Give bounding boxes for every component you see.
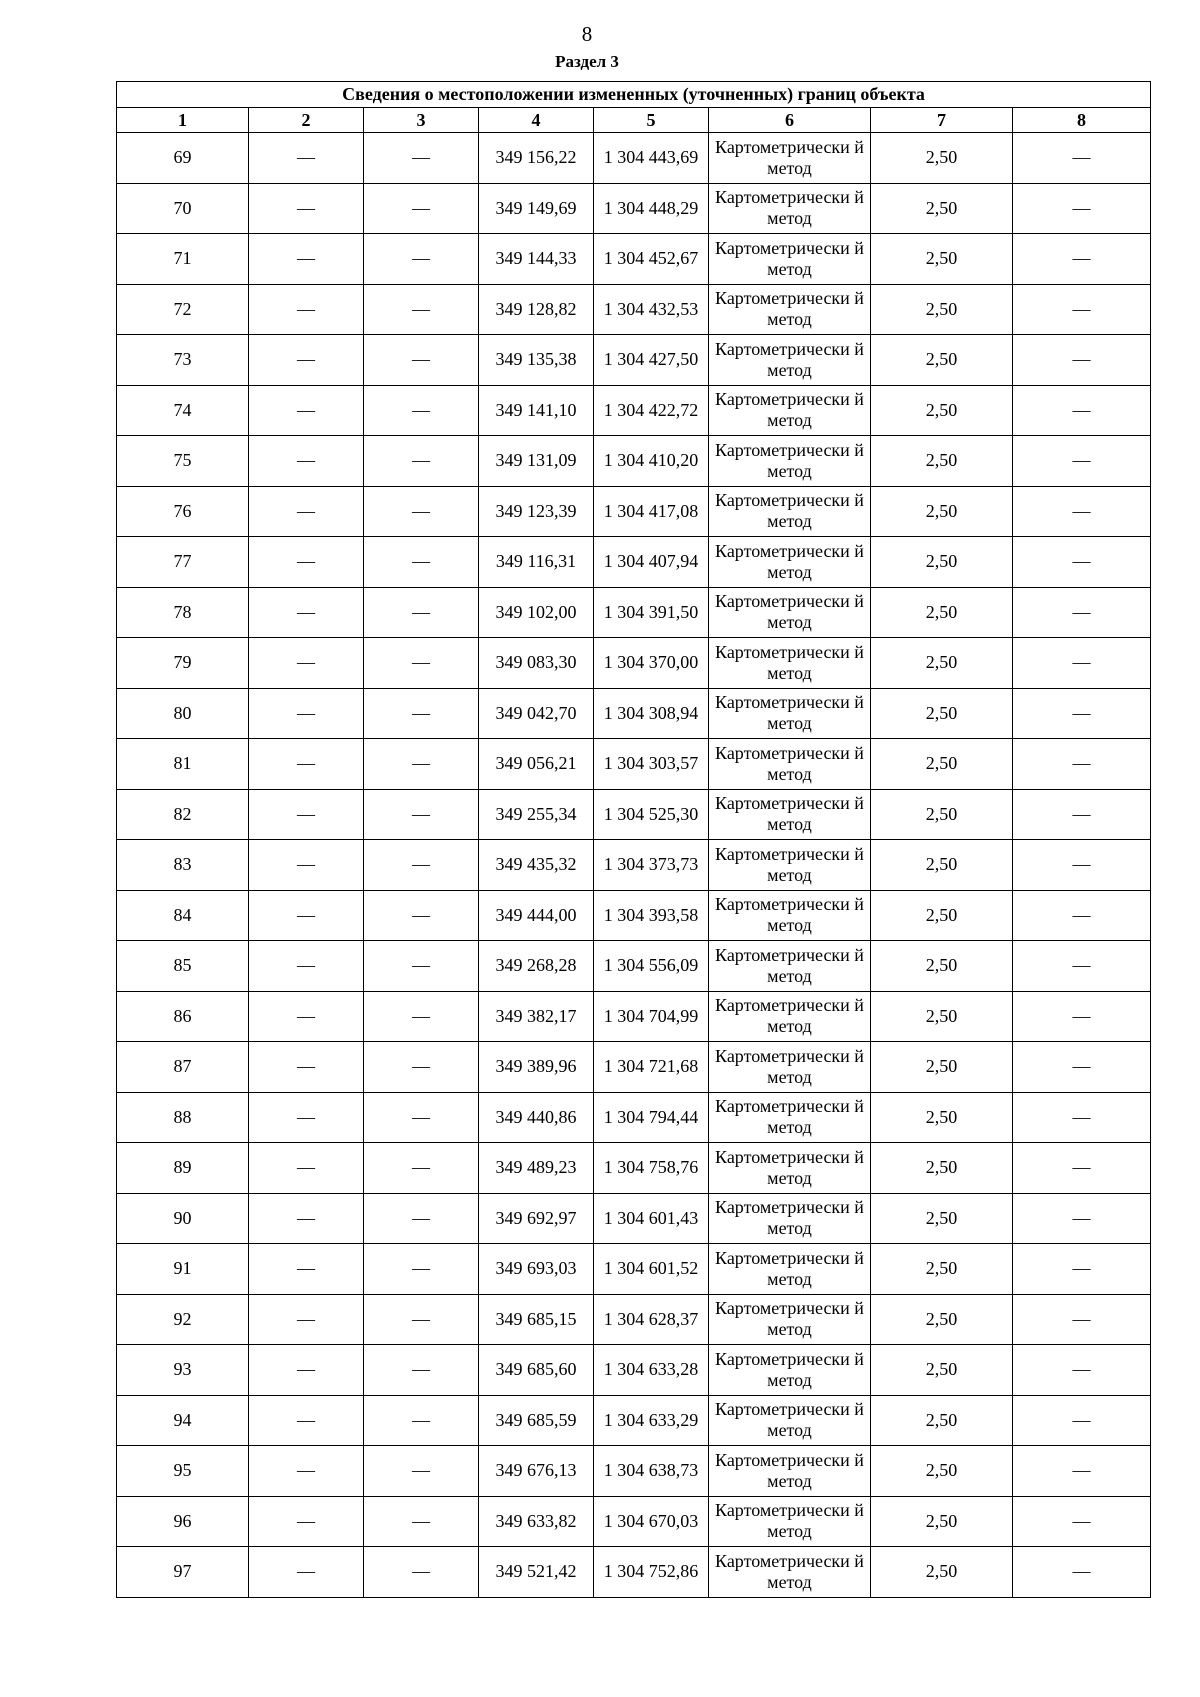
col2-value: — (249, 183, 364, 234)
x-coordinate: 349 692,97 (479, 1193, 594, 1244)
y-coordinate: 1 304 393,58 (594, 890, 709, 941)
x-coordinate: 349 389,96 (479, 1042, 594, 1093)
x-coordinate: 349 156,22 (479, 133, 594, 184)
col2-value: — (249, 486, 364, 537)
point-number: 82 (117, 789, 249, 840)
col3-value: — (364, 436, 479, 487)
y-coordinate: 1 304 427,50 (594, 335, 709, 386)
col3-value: — (364, 739, 479, 790)
table-row (117, 1092, 1151, 1143)
col2-value: — (249, 587, 364, 638)
col2-value: — (249, 941, 364, 992)
point-number: 91 (117, 1244, 249, 1295)
col3-value: — (364, 385, 479, 436)
determination-method: Картометрически й метод (709, 890, 871, 941)
table-row (117, 991, 1151, 1042)
col2-value: — (249, 739, 364, 790)
accuracy-value: 2,50 (871, 1042, 1013, 1093)
table-row (117, 789, 1151, 840)
table-caption: Сведения о местоположении измененных (уточненных) границ объекта (117, 82, 1151, 108)
table-row (117, 234, 1151, 285)
y-coordinate: 1 304 391,50 (594, 587, 709, 638)
point-number: 81 (117, 739, 249, 790)
table-row (117, 638, 1151, 689)
determination-method: Картометрически й метод (709, 1294, 871, 1345)
table-row (117, 739, 1151, 790)
x-coordinate: 349 131,09 (479, 436, 594, 487)
x-coordinate: 349 676,13 (479, 1446, 594, 1497)
y-coordinate: 1 304 638,73 (594, 1446, 709, 1497)
y-coordinate: 1 304 525,30 (594, 789, 709, 840)
col2-value: — (249, 840, 364, 891)
determination-method: Картометрически й метод (709, 1395, 871, 1446)
x-coordinate: 349 435,32 (479, 840, 594, 891)
col3-value: — (364, 335, 479, 386)
determination-method: Картометрически й метод (709, 739, 871, 790)
determination-method: Картометрически й метод (709, 1143, 871, 1194)
page-number: 8 (581, 22, 593, 46)
table-row (117, 688, 1151, 739)
col8-value: — (1013, 688, 1151, 739)
point-number: 96 (117, 1496, 249, 1547)
col2-value: — (249, 537, 364, 588)
point-number: 97 (117, 1547, 249, 1598)
x-coordinate: 349 685,60 (479, 1345, 594, 1396)
y-coordinate: 1 304 721,68 (594, 1042, 709, 1093)
table-row (117, 133, 1151, 184)
col3-value: — (364, 1345, 479, 1396)
y-coordinate: 1 304 452,67 (594, 234, 709, 285)
x-coordinate: 349 489,23 (479, 1143, 594, 1194)
table-row (117, 1042, 1151, 1093)
col8-value: — (1013, 941, 1151, 992)
col8-value: — (1013, 587, 1151, 638)
col3-value: — (364, 1294, 479, 1345)
col8-value: — (1013, 133, 1151, 184)
table-row (117, 486, 1151, 537)
col8-value: — (1013, 183, 1151, 234)
col3-value: — (364, 991, 479, 1042)
determination-method: Картометрически й метод (709, 1193, 871, 1244)
col8-value: — (1013, 1547, 1151, 1598)
point-number: 89 (117, 1143, 249, 1194)
col8-value: — (1013, 1496, 1151, 1547)
accuracy-value: 2,50 (871, 1143, 1013, 1194)
point-number: 83 (117, 840, 249, 891)
x-coordinate: 349 268,28 (479, 941, 594, 992)
accuracy-value: 2,50 (871, 183, 1013, 234)
x-coordinate: 349 102,00 (479, 587, 594, 638)
col3-value: — (364, 587, 479, 638)
point-number: 93 (117, 1345, 249, 1396)
y-coordinate: 1 304 628,37 (594, 1294, 709, 1345)
col8-value: — (1013, 1244, 1151, 1295)
accuracy-value: 2,50 (871, 789, 1013, 840)
determination-method: Картометрически й метод (709, 335, 871, 386)
x-coordinate: 349 633,82 (479, 1496, 594, 1547)
column-header-4: 4 (479, 108, 594, 133)
col8-value: — (1013, 486, 1151, 537)
col8-value: — (1013, 1143, 1151, 1194)
point-number: 92 (117, 1294, 249, 1345)
col8-value: — (1013, 234, 1151, 285)
col2-value: — (249, 1345, 364, 1396)
accuracy-value: 2,50 (871, 537, 1013, 588)
col8-value: — (1013, 284, 1151, 335)
determination-method: Картометрически й метод (709, 1547, 871, 1598)
determination-method: Картометрически й метод (709, 1446, 871, 1497)
col3-value: — (364, 1092, 479, 1143)
col2-value: — (249, 335, 364, 386)
point-number: 69 (117, 133, 249, 184)
column-header-8: 8 (1013, 108, 1151, 133)
accuracy-value: 2,50 (871, 941, 1013, 992)
determination-method: Картометрически й метод (709, 183, 871, 234)
accuracy-value: 2,50 (871, 486, 1013, 537)
x-coordinate: 349 116,31 (479, 537, 594, 588)
x-coordinate: 349 521,42 (479, 1547, 594, 1598)
accuracy-value: 2,50 (871, 1345, 1013, 1396)
accuracy-value: 2,50 (871, 133, 1013, 184)
x-coordinate: 349 141,10 (479, 385, 594, 436)
boundary-coordinates-table (116, 81, 1151, 1598)
col2-value: — (249, 1395, 364, 1446)
y-coordinate: 1 304 443,69 (594, 133, 709, 184)
table-row (117, 335, 1151, 386)
point-number: 95 (117, 1446, 249, 1497)
accuracy-value: 2,50 (871, 587, 1013, 638)
col2-value: — (249, 688, 364, 739)
col3-value: — (364, 486, 479, 537)
determination-method: Картометрически й метод (709, 840, 871, 891)
col2-value: — (249, 234, 364, 285)
x-coordinate: 349 056,21 (479, 739, 594, 790)
x-coordinate: 349 149,69 (479, 183, 594, 234)
col3-value: — (364, 1042, 479, 1093)
point-number: 94 (117, 1395, 249, 1446)
col3-value: — (364, 638, 479, 689)
col8-value: — (1013, 385, 1151, 436)
point-number: 75 (117, 436, 249, 487)
column-header-1: 1 (117, 108, 249, 133)
column-header-6: 6 (709, 108, 871, 133)
y-coordinate: 1 304 308,94 (594, 688, 709, 739)
col2-value: — (249, 133, 364, 184)
accuracy-value: 2,50 (871, 890, 1013, 941)
x-coordinate: 349 255,34 (479, 789, 594, 840)
accuracy-value: 2,50 (871, 1092, 1013, 1143)
col2-value: — (249, 1092, 364, 1143)
col3-value: — (364, 840, 479, 891)
point-number: 76 (117, 486, 249, 537)
y-coordinate: 1 304 303,57 (594, 739, 709, 790)
point-number: 73 (117, 335, 249, 386)
col3-value: — (364, 941, 479, 992)
x-coordinate: 349 128,82 (479, 284, 594, 335)
point-number: 86 (117, 991, 249, 1042)
accuracy-value: 2,50 (871, 739, 1013, 790)
col8-value: — (1013, 991, 1151, 1042)
y-coordinate: 1 304 758,76 (594, 1143, 709, 1194)
col8-value: — (1013, 1193, 1151, 1244)
col2-value: — (249, 1143, 364, 1194)
col3-value: — (364, 133, 479, 184)
accuracy-value: 2,50 (871, 638, 1013, 689)
table-row (117, 1547, 1151, 1598)
point-number: 78 (117, 587, 249, 638)
col2-value: — (249, 1244, 364, 1295)
col8-value: — (1013, 1294, 1151, 1345)
determination-method: Картометрически й метод (709, 688, 871, 739)
point-number: 71 (117, 234, 249, 285)
determination-method: Картометрически й метод (709, 587, 871, 638)
x-coordinate: 349 440,86 (479, 1092, 594, 1143)
col2-value: — (249, 890, 364, 941)
point-number: 85 (117, 941, 249, 992)
column-header-2: 2 (249, 108, 364, 133)
determination-method: Картометрически й метод (709, 1244, 871, 1295)
y-coordinate: 1 304 410,20 (594, 436, 709, 487)
accuracy-value: 2,50 (871, 1294, 1013, 1345)
col8-value: — (1013, 1446, 1151, 1497)
col2-value: — (249, 1496, 364, 1547)
accuracy-value: 2,50 (871, 284, 1013, 335)
col3-value: — (364, 183, 479, 234)
table-row (117, 537, 1151, 588)
y-coordinate: 1 304 704,99 (594, 991, 709, 1042)
x-coordinate: 349 135,38 (479, 335, 594, 386)
y-coordinate: 1 304 448,29 (594, 183, 709, 234)
determination-method: Картометрически й метод (709, 436, 871, 487)
accuracy-value: 2,50 (871, 1244, 1013, 1295)
table-row (117, 941, 1151, 992)
table-row (117, 1193, 1151, 1244)
table-row (117, 284, 1151, 335)
table-row (117, 1345, 1151, 1396)
point-number: 74 (117, 385, 249, 436)
col8-value: — (1013, 1092, 1151, 1143)
col3-value: — (364, 234, 479, 285)
col3-value: — (364, 537, 479, 588)
accuracy-value: 2,50 (871, 436, 1013, 487)
col3-value: — (364, 890, 479, 941)
determination-method: Картометрически й метод (709, 234, 871, 285)
y-coordinate: 1 304 601,52 (594, 1244, 709, 1295)
column-header-row (117, 108, 1151, 133)
col8-value: — (1013, 789, 1151, 840)
point-number: 88 (117, 1092, 249, 1143)
section-title: Раздел 3 (555, 52, 619, 71)
accuracy-value: 2,50 (871, 840, 1013, 891)
col2-value: — (249, 638, 364, 689)
col8-value: — (1013, 1345, 1151, 1396)
point-number: 77 (117, 537, 249, 588)
accuracy-value: 2,50 (871, 1496, 1013, 1547)
accuracy-value: 2,50 (871, 234, 1013, 285)
point-number: 84 (117, 890, 249, 941)
accuracy-value: 2,50 (871, 385, 1013, 436)
point-number: 79 (117, 638, 249, 689)
table-row (117, 436, 1151, 487)
determination-method: Картометрически й метод (709, 1345, 871, 1396)
table-row (117, 840, 1151, 891)
col2-value: — (249, 1547, 364, 1598)
determination-method: Картометрически й метод (709, 638, 871, 689)
x-coordinate: 349 693,03 (479, 1244, 594, 1295)
col2-value: — (249, 991, 364, 1042)
determination-method: Картометрически й метод (709, 1042, 871, 1093)
determination-method: Картометрически й метод (709, 284, 871, 335)
determination-method: Картометрически й метод (709, 789, 871, 840)
col8-value: — (1013, 638, 1151, 689)
x-coordinate: 349 444,00 (479, 890, 594, 941)
accuracy-value: 2,50 (871, 1446, 1013, 1497)
col2-value: — (249, 284, 364, 335)
x-coordinate: 349 123,39 (479, 486, 594, 537)
table-row (117, 1143, 1151, 1194)
x-coordinate: 349 685,59 (479, 1395, 594, 1446)
y-coordinate: 1 304 556,09 (594, 941, 709, 992)
y-coordinate: 1 304 752,86 (594, 1547, 709, 1598)
accuracy-value: 2,50 (871, 688, 1013, 739)
col2-value: — (249, 1294, 364, 1345)
y-coordinate: 1 304 633,28 (594, 1345, 709, 1396)
col2-value: — (249, 436, 364, 487)
col2-value: — (249, 385, 364, 436)
y-coordinate: 1 304 670,03 (594, 1496, 709, 1547)
accuracy-value: 2,50 (871, 1395, 1013, 1446)
determination-method: Картометрически й метод (709, 1496, 871, 1547)
column-header-5: 5 (594, 108, 709, 133)
table-row (117, 1294, 1151, 1345)
x-coordinate: 349 685,15 (479, 1294, 594, 1345)
col8-value: — (1013, 890, 1151, 941)
col8-value: — (1013, 537, 1151, 588)
accuracy-value: 2,50 (871, 1193, 1013, 1244)
col3-value: — (364, 1547, 479, 1598)
col2-value: — (249, 1042, 364, 1093)
determination-method: Картометрически й метод (709, 486, 871, 537)
col2-value: — (249, 789, 364, 840)
column-header-7: 7 (871, 108, 1013, 133)
col3-value: — (364, 1193, 479, 1244)
x-coordinate: 349 042,70 (479, 688, 594, 739)
y-coordinate: 1 304 407,94 (594, 537, 709, 588)
col3-value: — (364, 789, 479, 840)
y-coordinate: 1 304 633,29 (594, 1395, 709, 1446)
col8-value: — (1013, 335, 1151, 386)
col3-value: — (364, 1244, 479, 1295)
table-row (117, 385, 1151, 436)
table-row (117, 890, 1151, 941)
column-header-3: 3 (364, 108, 479, 133)
col8-value: — (1013, 840, 1151, 891)
accuracy-value: 2,50 (871, 991, 1013, 1042)
table-row (117, 1244, 1151, 1295)
table-row (117, 587, 1151, 638)
determination-method: Картометрически й метод (709, 991, 871, 1042)
point-number: 72 (117, 284, 249, 335)
y-coordinate: 1 304 432,53 (594, 284, 709, 335)
y-coordinate: 1 304 373,73 (594, 840, 709, 891)
x-coordinate: 349 382,17 (479, 991, 594, 1042)
point-number: 70 (117, 183, 249, 234)
x-coordinate: 349 083,30 (479, 638, 594, 689)
table-body (117, 133, 1151, 1598)
point-number: 90 (117, 1193, 249, 1244)
col8-value: — (1013, 1042, 1151, 1093)
point-number: 80 (117, 688, 249, 739)
point-number: 87 (117, 1042, 249, 1093)
determination-method: Картометрически й метод (709, 941, 871, 992)
x-coordinate: 349 144,33 (479, 234, 594, 285)
y-coordinate: 1 304 370,00 (594, 638, 709, 689)
table-row (117, 1395, 1151, 1446)
col8-value: — (1013, 436, 1151, 487)
determination-method: Картометрически й метод (709, 133, 871, 184)
col3-value: — (364, 1446, 479, 1497)
col8-value: — (1013, 739, 1151, 790)
col3-value: — (364, 1496, 479, 1547)
col8-value: — (1013, 1395, 1151, 1446)
table-row (117, 1496, 1151, 1547)
determination-method: Картометрически й метод (709, 1092, 871, 1143)
col3-value: — (364, 1395, 479, 1446)
table-row (117, 183, 1151, 234)
y-coordinate: 1 304 794,44 (594, 1092, 709, 1143)
y-coordinate: 1 304 601,43 (594, 1193, 709, 1244)
col3-value: — (364, 284, 479, 335)
col3-value: — (364, 1143, 479, 1194)
accuracy-value: 2,50 (871, 1547, 1013, 1598)
col2-value: — (249, 1446, 364, 1497)
table-row (117, 1446, 1151, 1497)
determination-method: Картометрически й метод (709, 385, 871, 436)
col3-value: — (364, 688, 479, 739)
col2-value: — (249, 1193, 364, 1244)
y-coordinate: 1 304 422,72 (594, 385, 709, 436)
determination-method: Картометрически й метод (709, 537, 871, 588)
accuracy-value: 2,50 (871, 335, 1013, 386)
y-coordinate: 1 304 417,08 (594, 486, 709, 537)
